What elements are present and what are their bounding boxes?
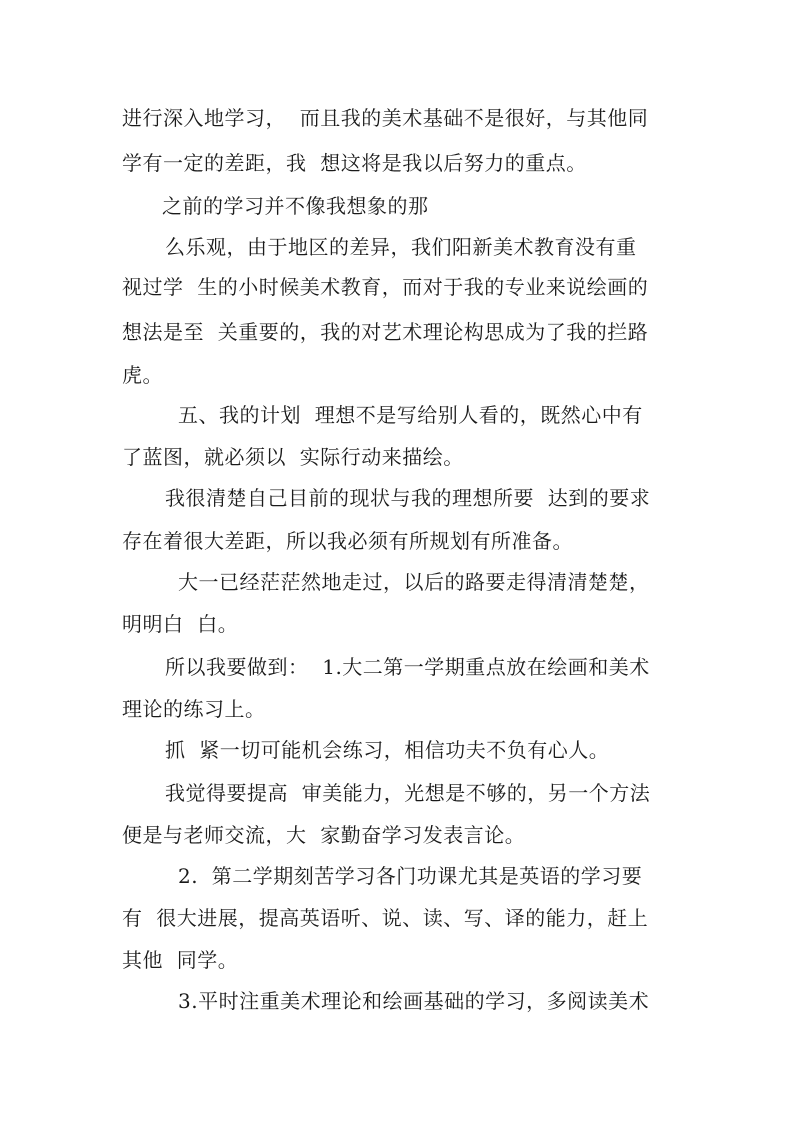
text-line: 3.平时注重美术理论和绘画基础的学习，多阅读美术 [178,989,650,1013]
text-line: 有 很大进展，提高英语听、说、读、写、译的能力，赶上 [122,906,649,930]
text-line: 虎。 [122,363,163,387]
text-line: 抓 紧一切可能机会练习，相信功夫不负有心人。 [165,738,610,762]
text-line: 大一已经茫茫然地走过，以后的路要走得清清楚楚， [178,570,650,594]
text-line: 进行深入地学习， 而且我的美术基础不是很好，与其他同 [122,106,649,130]
text-line: 我很清楚自己目前的现状与我的理想所要 达到的要求 [165,486,651,510]
text-line: 想法是至 关重要的，我的对艺术理论构思成为了我的拦路 [122,320,649,344]
text-line: 2. 第二学期刻苦学习各门功课尤其是英语的学习要 [178,864,643,888]
text-line: 之前的学习并不像我想象的那 [162,194,429,218]
text-line: 五、我的计划 理想不是写给别人看的，既然心中有 [178,403,643,427]
text-line: 便是与老师交流，大 家勤奋学习发表言论。 [122,823,526,847]
text-line: 存在着很大差距，所以我必须有所规划有所准备。 [122,529,573,553]
text-line: 所以我要做到： 1.大二第一学期重点放在绘画和美术 [165,655,650,679]
text-line: 么乐观，由于地区的差异，我们阳新美术教育没有重 [165,235,637,259]
text-line: 明明白 白。 [122,612,239,636]
text-line: 了蓝图，就必须以 实际行动来描绘。 [122,445,464,469]
text-line: 其他 同学。 [122,948,239,972]
text-line: 视过学 生的小时候美术教育，而对于我的专业来说绘画的 [122,275,649,299]
text-line: 学有一定的差距，我 想这将是我以后努力的重点。 [122,151,587,175]
text-line: 我觉得要提高 审美能力，光想是不够的，另一个方法 [165,781,651,805]
text-line: 理论的练习上。 [122,697,266,721]
